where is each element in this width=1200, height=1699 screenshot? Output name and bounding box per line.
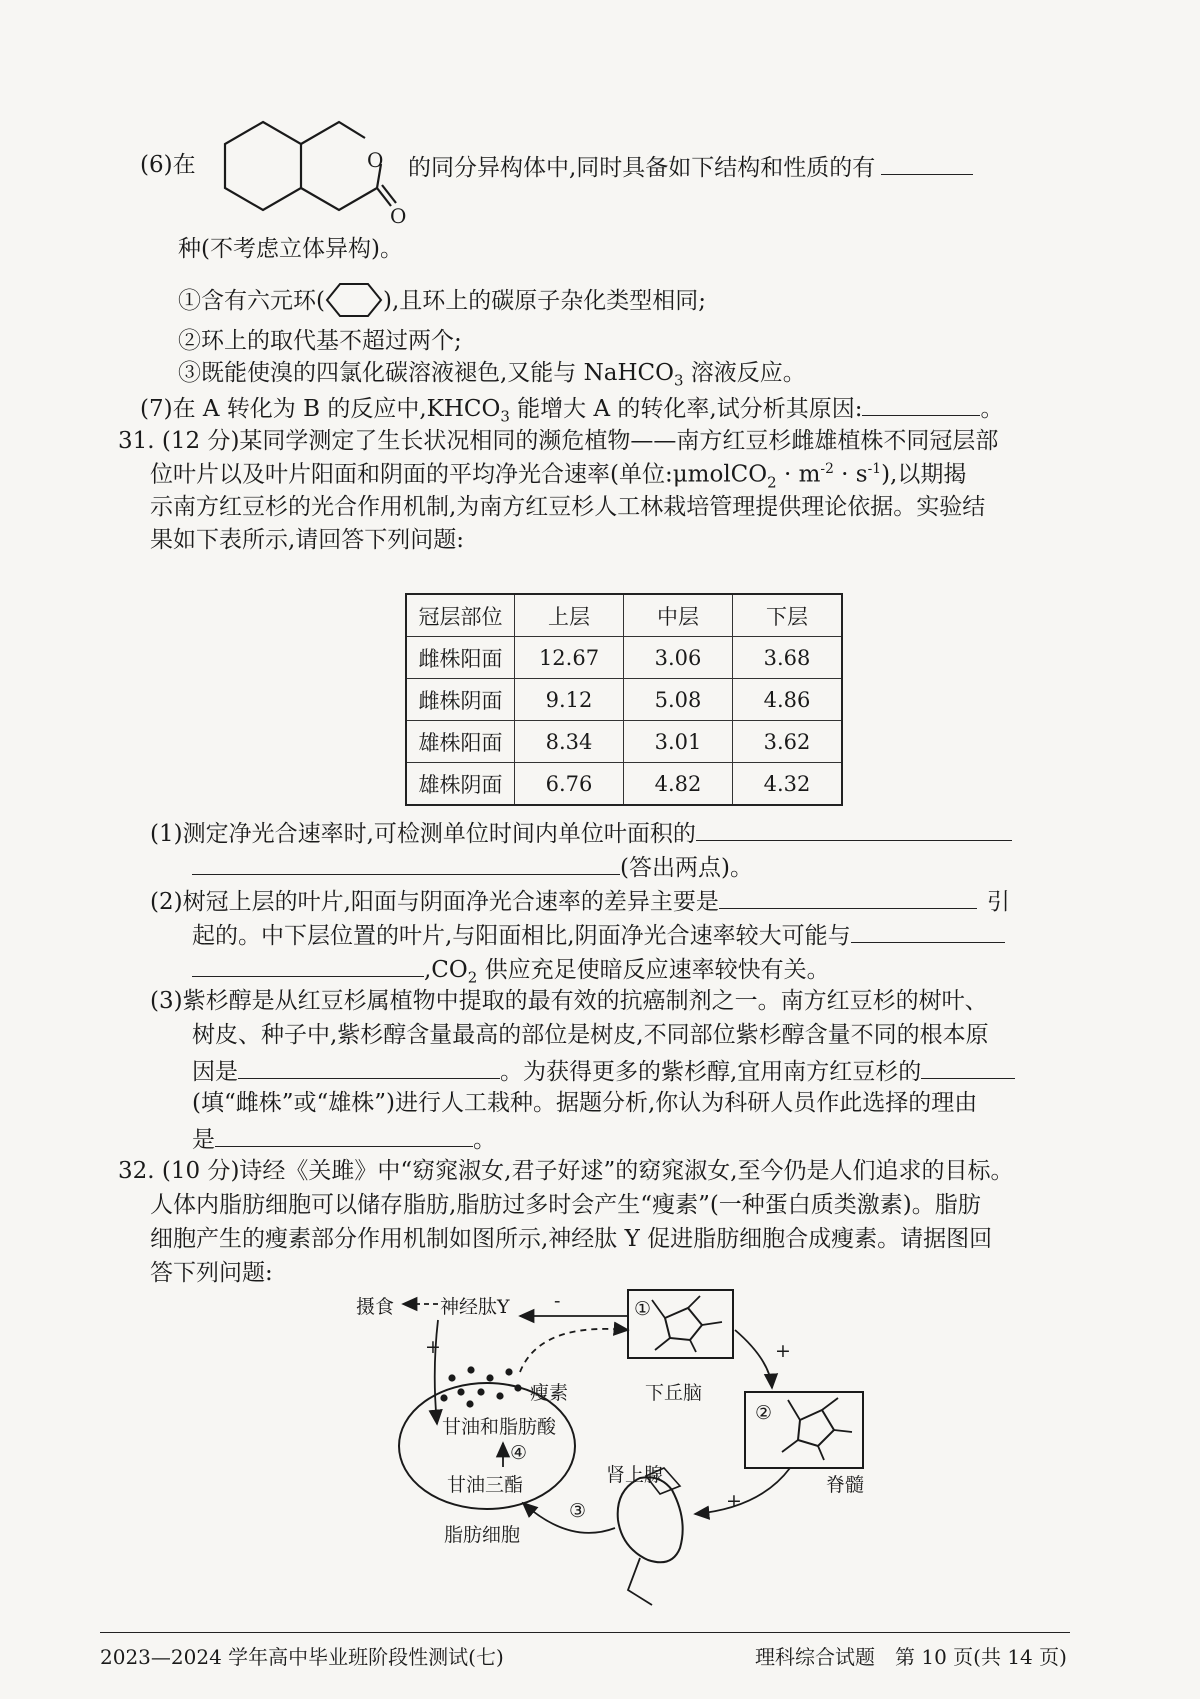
q31-sub2-a: (2)树冠上层的叶片,阳面与阴面净光合速率的差异主要是 [150,889,719,915]
q31-sub3-line1: (3)紫杉醇是从红豆杉属植物中提取的最有效的抗癌制剂之一。南方红豆杉的树叶、 [150,988,988,1014]
q31-line2-d: ),以期揭 [881,461,967,488]
q32-line4: 答下列问题: [150,1260,273,1286]
table-row [406,763,842,806]
fat-cell-label: 脂肪细胞 [444,1524,521,1546]
answer-blank[interactable] [851,920,1005,943]
q30-part7-b: 能增大 A 的转化率,试分析其原因: [509,396,863,422]
q30-part7-a: (7)在 A 转化为 B 的反应中,KHCO [140,396,501,422]
table-cell: 4.86 [733,679,843,721]
table-header: 下层 [733,594,843,637]
plus-sign: + [775,1340,791,1362]
answer-blank[interactable] [719,886,977,909]
table-cell: 12.67 [515,637,624,679]
q30-part6-cont: 种(不考虑立体异构)。 [178,236,403,262]
table-cell: 3.06 [624,637,733,679]
intake-label: 摄食 [356,1296,395,1318]
q31-sub2-cont [192,920,1005,951]
footer-page-number: 理科综合试题 第 10 页(共 14 页) [755,1645,1067,1669]
table-cell: 9.12 [515,679,624,721]
q31-line2-sup2: -1 [867,461,882,477]
step-1-label: ① [634,1298,652,1320]
carbonyl-oxygen-label: O [390,204,407,228]
table-cell: 3.68 [733,637,843,679]
table-cell: 6.76 [515,763,624,806]
neuropeptide-y-label: 神经肽Y [440,1296,510,1318]
q31-sub3-line3 [192,1056,1015,1087]
q31-sub1-a: (1)测定净光合速率时,可检测单位时间内单位叶面积的 [150,821,696,847]
q31-line2-sub: 2 [767,473,777,492]
q31-line2-b: · m [776,461,821,488]
step-3-label: ③ [569,1500,587,1522]
table-header: 上层 [515,594,624,637]
footer-exam-title: 2023—2024 学年高中毕业班阶段性测试(七) [100,1645,504,1669]
condition-3-sub: 3 [673,371,684,390]
table-cell: 8.34 [515,721,624,763]
q31-sub2-d: ,CO [424,957,468,983]
q32-line2: 人体内脂肪细胞可以储存脂肪,脂肪过多时会产生“瘦素”(一种蛋白质类激素)。脂肪 [150,1192,981,1218]
q31-line2-sup1: -2 [820,461,834,477]
footer-rule [100,1632,1070,1633]
q30-part6-label: (6)在 [140,152,196,178]
q30-part7-end: 。 [980,396,1004,422]
q31-sub3-c2: 。为获得更多的紫杉醇,宜用南方红豆杉的 [500,1059,922,1085]
answer-blank[interactable] [192,954,424,977]
q31-sub3-c1: 因是 [192,1059,238,1085]
plus-sign: + [425,1336,441,1358]
q31-sub2-b: 引 [986,889,1010,915]
step-4-label: ④ [510,1442,528,1464]
table-cell: 3.01 [624,721,733,763]
condition-3 [178,360,806,391]
q31-line2 [150,461,966,492]
q31-sub2-c: 起的。中下层位置的叶片,与阳面相比,阴面净光合速率较大可能与 [192,923,851,949]
photosynthesis-rate-table [405,593,843,806]
table-cell: 雄株阳面 [406,721,515,763]
q31-sub2 [150,886,1010,917]
q31-sub3-e2: 。 [473,1127,496,1153]
q30-part7-sub: 3 [500,407,510,426]
q31-sub1-cont [192,852,753,883]
q31-sub1-b: (答出两点)。 [620,855,753,881]
answer-blank[interactable] [921,1056,1015,1079]
q31-line4: 果如下表所示,请回答下列问题: [150,527,465,553]
table-cell: 4.82 [624,763,733,806]
q31-sub3-line5 [192,1124,496,1155]
q30-part6-tail: 的同分异构体中,同时具备如下结构和性质的有 [408,155,876,181]
table-cell: 5.08 [624,679,733,721]
q31-sub1 [150,818,1012,849]
triglyceride-label: 甘油三酯 [447,1474,524,1496]
answer-blank[interactable] [238,1056,500,1079]
table-cell: 4.32 [733,763,843,806]
table-row [406,721,842,763]
hexagon-ring-icon [325,280,383,320]
glycerol-fatty-acid-label: 甘油和脂肪酸 [442,1416,557,1438]
table-row [406,679,842,721]
inhibit-sign: - [554,1290,561,1312]
table-cell: 雌株阴面 [406,679,515,721]
step-2-label: ② [755,1402,773,1424]
answer-blank[interactable] [881,152,973,175]
condition-1 [178,282,706,322]
q30-part7 [140,393,1003,427]
condition-2: ②环上的取代基不超过两个; [178,328,462,354]
q31-line2-c: · s [833,461,868,488]
answer-blank[interactable] [192,852,620,875]
condition-3-b: 溶液反应。 [683,360,806,386]
q31-sub3-line4: (填“雌株”或“雄株”)进行人工栽种。据题分析,你认为科研人员作此选择的理由 [192,1090,978,1116]
q31-line3: 示南方红豆杉的光合作用机制,为南方红豆杉人工林栽培管理提供理论依据。实验结 [150,494,986,520]
condition-3-a: ③既能使溴的四氯化碳溶液褪色,又能与 NaHCO [178,360,674,386]
table-cell: 雌株阳面 [406,637,515,679]
table-cell: 3.62 [733,721,843,763]
table-header: 中层 [624,594,733,637]
table-header-row [406,594,842,637]
table-row [406,637,842,679]
q32-line3: 细胞产生的瘦素部分作用机制如图所示,神经肽 Y 促进脂肪细胞合成瘦素。请据图回 [150,1226,993,1252]
answer-blank[interactable] [696,818,1012,841]
hypothalamus-label: 下丘脑 [645,1382,703,1404]
condition-1-b: ),且环上的碳原子杂化类型相同; [382,288,707,314]
q31-line1: 31. (12 分)某同学测定了生长状况相同的濒危植物——南方红豆杉雌雄植株不同冠层部 [118,428,999,454]
table-header: 冠层部位 [406,594,515,637]
leptin-label: 瘦素 [530,1382,569,1404]
q31-sub2-cont2 [192,954,830,988]
ring-oxygen-label: O [367,148,384,172]
q31-sub2-e: 供应充足使暗反应速率较快有关。 [477,957,830,983]
q32-line1: 32. (10 分)诗经《关雎》中“窈窕淑女,君子好逑”的窈窕淑女,至今仍是人们追求的目标。 [118,1158,1014,1184]
spinal-cord-label: 脊髓 [826,1474,865,1496]
q30-part6-text [408,152,973,183]
condition-1-a: ①含有六元环( [178,288,325,314]
q31-sub2-sub: 2 [467,968,478,987]
answer-blank[interactable] [862,393,980,416]
adrenal-label: 肾上腺 [606,1464,664,1486]
plus-sign: + [726,1490,742,1512]
answer-blank[interactable] [215,1124,473,1147]
table-cell: 雄株阴面 [406,763,515,806]
q31-sub3-line2: 树皮、种子中,紫杉醇含量最高的部位是树皮,不同部位紫杉醇含量不同的根本原 [192,1022,989,1048]
q31-line2-a: 位叶片以及叶片阳面和阴面的平均净光合速率(单位:μmolCO [150,461,768,488]
q31-sub3-e1: 是 [192,1127,215,1153]
